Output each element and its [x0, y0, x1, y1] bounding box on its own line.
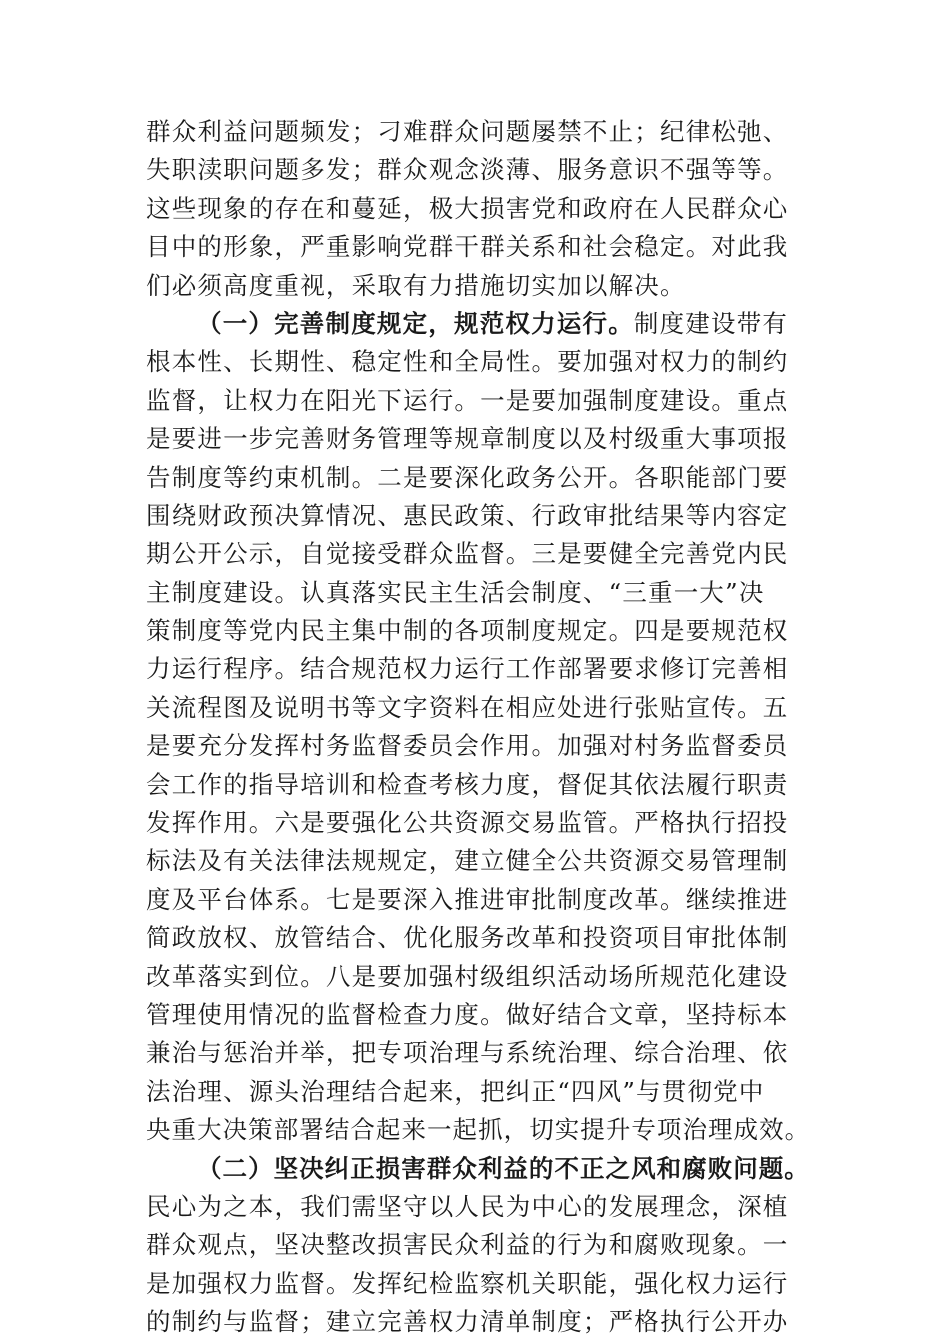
line-text: 是加强权力监督。发挥纪检监察机关职能，强化权力运行 — [146, 1268, 789, 1298]
line-text: 群众观点，坚决整改损害民众利益的行为和腐败现象。一 — [146, 1230, 789, 1260]
line-text: 主制度建设。认真落实民主生活会制度、“三重一大”决 — [146, 577, 765, 607]
text-line — [146, 420, 810, 458]
line-text: 监督，让权力在阳光下运行。一是要加强制度建设。重点 — [146, 385, 789, 415]
text-line — [146, 1073, 810, 1111]
text-line — [146, 1150, 810, 1188]
line-text: 群众利益问题频发；刁难群众问题屡禁不止；纪律松弛、 — [146, 117, 789, 146]
line-text: 标法及有关法律法规规定，建立健全公共资源交易管理制 — [146, 846, 789, 876]
line-text: 央重大决策部署结合起来一起抓，切实提升专项治理成效。 — [146, 1115, 811, 1145]
line-text: 关流程图及说明书等文字资料在相应处进行张贴宣传。五 — [146, 692, 789, 722]
text-line — [146, 766, 810, 804]
line-text: 目中的形象，严重影响党群干群关系和社会稳定。对此我 — [146, 232, 789, 262]
line-text: 是要充分发挥村务监督委员会作用。加强对村务监督委员 — [146, 731, 789, 761]
text-line — [146, 382, 810, 420]
text-line — [146, 612, 810, 650]
line-text: 简政放权、放管结合、优化服务改革和投资项目审批体制 — [146, 923, 789, 953]
text-line — [146, 305, 810, 343]
line-text: 是要进一步完善财务管理等规章制度以及村级重大事项报 — [146, 424, 789, 454]
line-text: 管理使用情况的监督检查力度。做好结合文章，坚持标本 — [146, 999, 789, 1029]
line-text: 围绕财政预决算情况、惠民政策、行政审批结果等内容定 — [146, 500, 789, 530]
text-line — [146, 996, 810, 1034]
section-heading: （二）坚决纠正损害群众利益的不正之风和腐败问题。 — [197, 1153, 810, 1183]
text-line — [146, 459, 810, 497]
text-line — [146, 535, 810, 573]
line-text: 失职渎职问题多发；群众观念淡薄、服务意识不强等等。 — [146, 155, 789, 185]
line-text: 制度建设带有 — [633, 308, 789, 338]
text-line — [146, 497, 810, 535]
text-line — [146, 113, 810, 151]
text-line — [146, 1188, 810, 1226]
line-text: 们必须高度重视，采取有力措施切实加以解决。 — [146, 270, 686, 300]
line-text: 这些现象的存在和蔓延，极大损害党和政府在人民群众心 — [146, 193, 789, 223]
text-line — [146, 1265, 810, 1303]
text-line — [146, 190, 810, 228]
document-body — [146, 113, 810, 1342]
text-line — [146, 228, 810, 266]
line-text: 的制约与监督；建立完善权力清单制度；严格执行公开办 — [146, 1307, 789, 1337]
line-text: 兼治与惩治并举，把专项治理与系统治理、综合治理、依 — [146, 1038, 789, 1068]
line-text: 期公开公示，自觉接受群众监督。三是要健全完善党内民 — [146, 539, 789, 569]
text-line — [146, 650, 810, 688]
line-text: 度及平台体系。七是要深入推进审批制度改革。继续推进 — [146, 884, 789, 914]
line-text: 策制度等党内民主集中制的各项制度规定。四是要规范权 — [146, 616, 789, 646]
text-line — [146, 727, 810, 765]
line-text: 民心为之本，我们需坚守以人民为中心的发展理念，深植 — [146, 1191, 789, 1221]
line-text: 告制度等约束机制。二是要深化政务公开。各职能部门要 — [146, 462, 789, 492]
text-line — [146, 804, 810, 842]
line-text: 改革落实到位。八是要加强村级组织活动场所规范化建设 — [146, 961, 789, 991]
text-line — [146, 343, 810, 381]
text-line — [146, 1034, 810, 1072]
line-text: 法治理、源头治理结合起来，把纠正“四风”与贯彻党中 — [146, 1076, 765, 1106]
line-text: 力运行程序。结合规范权力运行工作部署要求修订完善相 — [146, 654, 789, 684]
line-text: 根本性、长期性、稳定性和全局性。要加强对权力的制约 — [146, 347, 789, 377]
line-text: 发挥作用。六是要强化公共资源交易监管。严格执行招投 — [146, 808, 789, 838]
text-line — [146, 842, 810, 880]
text-line — [146, 1303, 810, 1341]
text-line — [146, 958, 810, 996]
text-line — [146, 267, 810, 305]
text-line — [146, 881, 810, 919]
text-line — [146, 689, 810, 727]
section-heading: （一）完善制度规定，规范权力运行。 — [197, 308, 634, 338]
line-text: 会工作的指导培训和检查考核力度，督促其依法履行职责 — [146, 769, 789, 799]
text-line — [146, 151, 810, 189]
text-line — [146, 919, 810, 957]
text-line — [146, 1111, 810, 1149]
text-line — [146, 1226, 810, 1264]
text-line — [146, 574, 810, 612]
